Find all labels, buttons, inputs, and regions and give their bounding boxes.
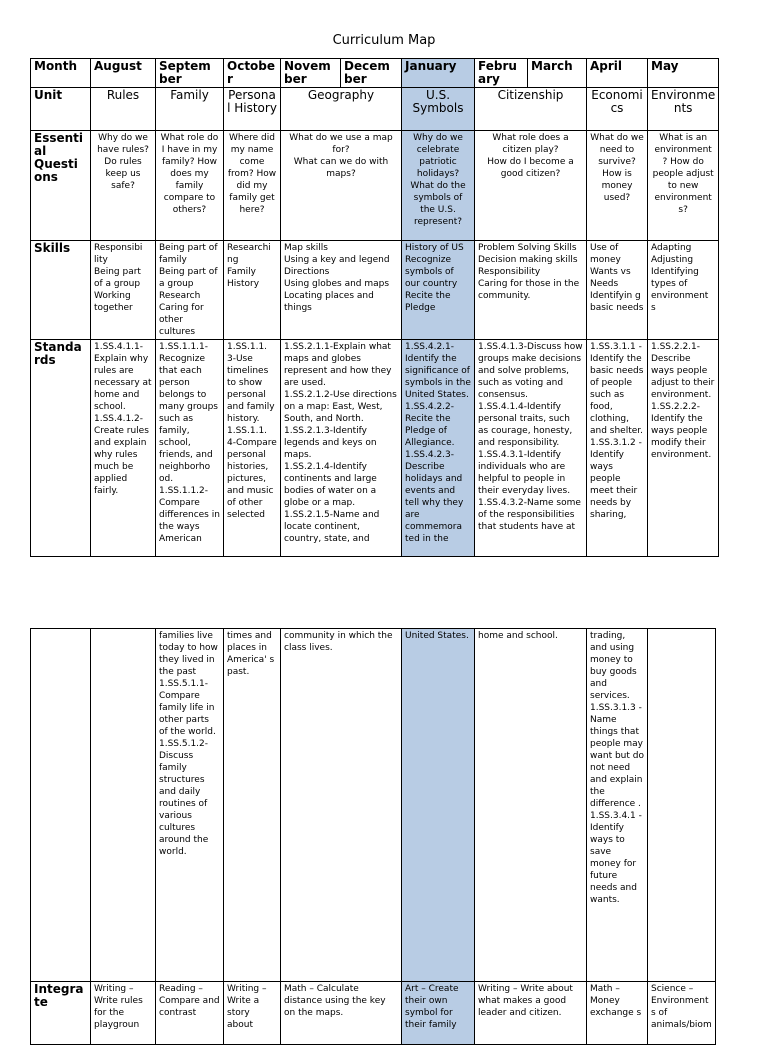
standards-continued-cell <box>648 629 716 982</box>
unit-cell: Environme nts <box>648 88 719 131</box>
standards-cell: 1.SS.4.1.1-Explain why rules are necessary at home and school. 1.SS.4.1.2-Create rules and explain why rules much be applied fairly. <box>91 340 156 557</box>
question-cell: Where did my name come from? How did my family get here? <box>224 131 281 241</box>
header-march: March <box>528 59 587 88</box>
skills-cell: Problem Solving Skills Decision making skills Responsibility Caring for those in the community. <box>475 241 587 340</box>
integrate-cell: Math – Calculate distance using the key on the maps. <box>281 982 402 1045</box>
standards-cell: 1.SS.2.2.1-Describe ways people adjust to their environment. 1.SS.2.2.2-Identify the ways people modify their environment. <box>648 340 719 557</box>
standards-cell: 1.SS.2.1.1-Explain what maps and globes represent and how they are used. 1.SS.2.1.2-Use directions on a map: East, West, South, and North. 1.SS.2.1.3-Identify legends and keys on maps. 1.SS.2.1.4-Identify continents and large bodies of water on a globe or a map. 1.SS.2.1.5-Name and locate continent, country, state, and <box>281 340 402 557</box>
standards-cell: 1.SS.3.1.1 -Identify the basic needs of people such as food, clothing, and shelter. 1.SS.3.1.2 -Identify ways people meet their needs by sharing, <box>587 340 648 557</box>
standards-cell: 1.SS.1.1. 3-Use timelines to show personal and family history. 1.SS.1.1. 4-Compare personal histories, pictures, and music of other selected <box>224 340 281 557</box>
unit-cell: Economi cs <box>587 88 648 131</box>
header-september: Septem ber <box>156 59 224 88</box>
skills-cell: Being part of family Being part of a group Research Caring for other cultures <box>156 241 224 340</box>
question-cell: What role does a citizen play? How do I become a good citizen? <box>475 131 587 241</box>
unit-cell: Persona l History <box>224 88 281 131</box>
integrate-cell: Science – Environment s of animals/biom <box>648 982 716 1045</box>
standards-cell: 1.SS.4.1.3-Discuss how groups make decisions and solve problems, such as voting and consensus. 1.SS.4.1.4-Identify personal traits, such as courage, honesty, and responsibility. 1.SS.4.3.1-Identify individuals who are helpful to people in their everyday lives. 1.SS.4.3.2-Name some of the responsibilities that students have at <box>475 340 587 557</box>
row-label-standards: Standa rds <box>31 340 91 557</box>
curriculum-table <box>30 58 719 557</box>
standards-cell: 1.SS.4.2.1-Identify the significance of symbols in the United States. 1.SS.4.2.2-Recite the Pledge of Allegiance. 1.SS.4.2.3-Describe holidays and events and tell why they are commemora ted in the <box>402 340 475 557</box>
skills-cell: Map skills Using a key and legend Directions Using globes and maps Locating places and things <box>281 241 402 340</box>
integrate-cell: Writing – Write about what makes a good leader and citizen. <box>475 982 587 1045</box>
standards-continued-cell: times and places in America' s past. <box>224 629 281 982</box>
standards-cell: 1.SS.1.1.1-Recognize that each person belongs to many groups such as family, school, friends, and neighborho od. 1.SS.1.1.2-Compare differences in the ways American <box>156 340 224 557</box>
integrate-row <box>31 982 716 1045</box>
skills-cell: Responsibi lity Being part of a group Working together <box>91 241 156 340</box>
standards-row <box>31 340 719 557</box>
unit-cell: Family <box>156 88 224 131</box>
standards-continued-row <box>31 629 716 982</box>
header-april: April <box>587 59 648 88</box>
question-cell: What is an environment ? How do people adjust to new environment s? <box>648 131 719 241</box>
header-august: August <box>91 59 156 88</box>
curriculum-table-continued <box>30 628 716 1045</box>
standards-continued-cell <box>91 629 156 982</box>
unit-row <box>31 88 719 131</box>
essential-questions-row <box>31 131 719 241</box>
question-cell: Why do we celebrate patriotic holidays? What do the symbols of the U.S. represent? <box>402 131 475 241</box>
header-month: Month <box>31 59 91 88</box>
row-label-essential-questions: Essenti al Questi ons <box>31 131 91 241</box>
integrate-cell: Reading – Compare and contrast <box>156 982 224 1045</box>
standards-continued-cell: United States. <box>402 629 475 982</box>
standards-continued-cell: families live today to how they lived in the past 1.SS.5.1.1-Compare family life in other parts of the world. 1.SS.5.1.2-Discuss family structures and daily routines of various cultures around the world. <box>156 629 224 982</box>
header-february: Febru ary <box>475 59 528 88</box>
integrate-cell: Math – Money exchange s <box>587 982 648 1045</box>
row-label-unit: Unit <box>31 88 91 131</box>
integrate-cell: Art – Create their own symbol for their family <box>402 982 475 1045</box>
integrate-cell: Writing – Write a story about <box>224 982 281 1045</box>
question-cell: What do we need to survive? How is money used? <box>587 131 648 241</box>
row-label-integrate: Integra te <box>31 982 91 1045</box>
row-label-empty <box>31 629 91 982</box>
page-title: Curriculum Map <box>332 33 436 48</box>
question-cell: What do we use a map for? What can we do with maps? <box>281 131 402 241</box>
standards-continued-cell: trading, and using money to buy goods and services. 1.SS.3.1.3 -Name things that people may want but do not need and explain the difference . 1.SS.3.4.1 -Identify ways to save money for future needs and wants. <box>587 629 648 982</box>
integrate-cell: Writing – Write rules for the playgroun <box>91 982 156 1045</box>
skills-cell: Adapting Adjusting Identifying types of environment s <box>648 241 719 340</box>
skills-row <box>31 241 719 340</box>
question-cell: Why do we have rules? Do rules keep us safe? <box>91 131 156 241</box>
header-december: Decem ber <box>341 59 402 88</box>
unit-cell: Geography <box>281 88 402 131</box>
unit-cell: U.S. Symbols <box>402 88 475 131</box>
header-october: Octobe r <box>224 59 281 88</box>
standards-continued-cell: home and school. <box>475 629 587 982</box>
row-label-skills: Skills <box>31 241 91 340</box>
skills-cell: Researchi ng Family History <box>224 241 281 340</box>
header-november: Novem ber <box>281 59 341 88</box>
skills-cell: Use of money Wants vs Needs Identifyin g basic needs <box>587 241 648 340</box>
header-january: January <box>402 59 475 88</box>
header-row <box>31 59 719 88</box>
header-may: May <box>648 59 719 88</box>
unit-cell: Citizenship <box>475 88 587 131</box>
skills-cell: History of US Recognize symbols of our country Recite the Pledge <box>402 241 475 340</box>
question-cell: What role do I have in my family? How does my family compare to others? <box>156 131 224 241</box>
unit-cell: Rules <box>91 88 156 131</box>
standards-continued-cell: community in which the class lives. <box>281 629 402 982</box>
